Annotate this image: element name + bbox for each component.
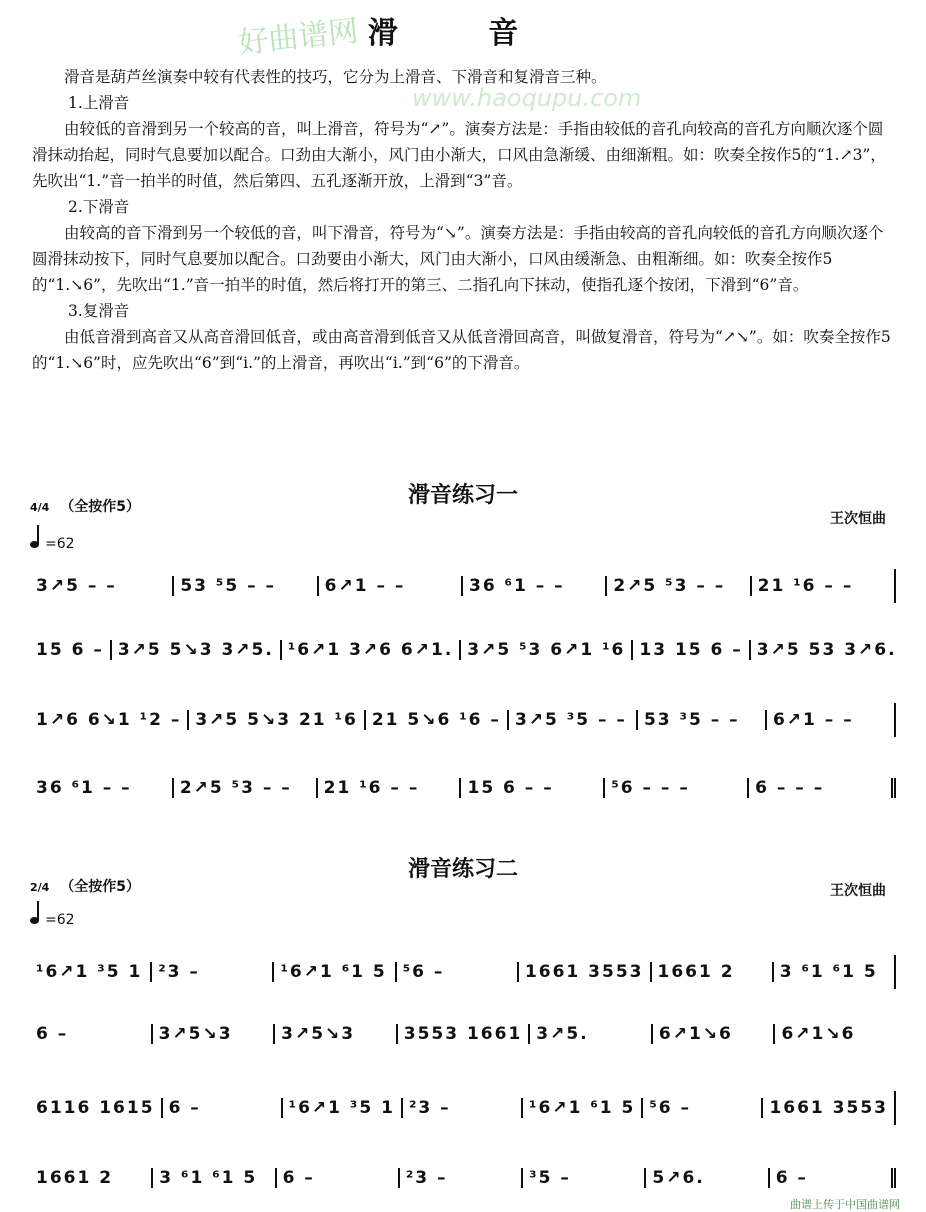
measure: ¹6↗1 ³5 1 [36, 962, 143, 982]
exercise1-meter-key [30, 496, 140, 516]
exercise2-tempo: =62 [30, 912, 75, 928]
section-heading-upslide: 1.上滑音 [68, 94, 130, 112]
measure: 21 ¹6 – – [750, 576, 894, 596]
measure: ⁵6 – [641, 1098, 761, 1118]
measure: ²3 – [150, 962, 272, 982]
measure: 3↗5 ⁵3 6↗1 ¹6 [459, 640, 631, 660]
measure: 15 6 – [36, 640, 104, 660]
measure: ⁵6 – – – [603, 778, 747, 798]
downslide-paragraph: 由较高的音下滑到另一个较低的音，叫下滑音，符号为“↘”。演奏方法是：手指由较高的音孔向较低的音孔方向顺次逐个圆滑抹动按下，同时气息要加以配合。口劲要由小渐大，风门由大渐小，口风由缓渐急、由粗渐细。如：吹奏全按作5的“1.↘6”，先吹出“1.”音一拍半的时值，然后将打开的第三、二指孔向下抹动，使指孔逐个按闭，下滑到“6”音。 [32, 224, 884, 294]
measure: ²3 – [401, 1098, 521, 1118]
measure: 6↗1↘6 [651, 1024, 774, 1044]
measure: ¹6↗1 ³5 1 [281, 1098, 401, 1118]
exercise2-meter-key [30, 876, 140, 896]
exercise2-composer: 王次恒曲 [830, 883, 886, 899]
measure: 3↗5 5↘3 3↗5. [110, 640, 280, 660]
exercise1-line-2 [30, 630, 896, 670]
watermark-logo: 好曲谱网 [236, 13, 360, 62]
measure: 1661 3553 [761, 1098, 894, 1118]
measure: 21 ¹6 – – [316, 778, 460, 798]
exercise1-line-1 [30, 566, 896, 606]
section-heading-downslide: 2.下滑音 [68, 198, 130, 216]
key-note: （全按作5） [60, 499, 140, 515]
time-signature: 2/4 [30, 880, 50, 894]
exercise2-line-4 [30, 1158, 896, 1198]
measure: 13 15 6 – [631, 640, 748, 660]
barline [894, 703, 896, 737]
measure: 1661 3553 [517, 962, 650, 982]
measure: 3 ⁶1 ⁶1 5 [772, 962, 894, 982]
measure: 3↗5↘3 [151, 1024, 274, 1044]
barline [894, 569, 896, 603]
measure: 6 – [275, 1168, 398, 1188]
section-heading-compound-slide: 3.复滑音 [68, 302, 130, 320]
exercise1-composer: 王次恒曲 [830, 511, 886, 527]
measure: 3553 1661 [396, 1024, 529, 1044]
measure-final: 6 – – – [747, 778, 896, 798]
exercise2-line-1 [30, 952, 896, 992]
measure: ⁵6 – [395, 962, 517, 982]
measure: 15 6 – – [459, 778, 603, 798]
exercise1-tempo: =62 [30, 536, 75, 552]
exercise1-title: 滑音练习一 [407, 483, 518, 508]
measure: 1661 2 [36, 1168, 114, 1188]
measure: 3↗5. [528, 1024, 651, 1044]
measure: ¹6↗1 ⁶1 5 [521, 1098, 641, 1118]
measure: 3 ⁶1 ⁶1 5 [151, 1168, 274, 1188]
exercise1-line-3 [30, 700, 896, 740]
compound-slide-paragraph: 由低音滑到高音又从高音滑回低音，或由高音滑到低音又从低音滑回高音，叫做复滑音，符号为“↗↘”。如：吹奏全按作5的“1.↘6”时，应先吹出“6”到“i.”的上滑音，再吹出“i.”到“6”的下滑音。 [32, 328, 891, 372]
key-note: （全按作5） [60, 879, 140, 895]
measure: 6 – [36, 1024, 69, 1044]
measure: ¹6↗1 ⁶1 5 [272, 962, 394, 982]
measure: 3↗5 – – [36, 576, 117, 596]
upslide-paragraph: 由较低的音滑到另一个较高的音，叫上滑音，符号为“↗”。演奏方法是：手指由较低的音孔向较高的音孔方向顺次逐个圆滑抹动抬起，同时气息要加以配合。口劲由大渐小，风门由小渐大，口风由急渐缓、由细渐粗。如：吹奏全按作5的“1.↗3”，先吹出“1.”音一拍半的时值，然后第四、五孔逐渐开放，上滑到“3”音。 [32, 120, 886, 190]
measure: 21 5↘6 ¹6 – [364, 710, 507, 730]
measure: 36 ⁶1 – – [461, 576, 605, 596]
measure: 2↗5 ⁵3 – – [172, 778, 316, 798]
measure: 53 ³5 – – [636, 710, 765, 730]
exercise2-title: 滑音练习二 [407, 857, 518, 882]
watermark-footer: 曲谱上传于中国曲谱网 [790, 1198, 900, 1211]
measure: 36 ⁶1 – – [36, 778, 132, 798]
measure: 6↗1 – – [765, 710, 894, 730]
page-title: 滑 音 [367, 16, 559, 51]
measure: 6 – [161, 1098, 281, 1118]
quarter-note-icon [30, 917, 39, 924]
measure: ²3 – [398, 1168, 521, 1188]
measure: 6↗1 – – [317, 576, 461, 596]
measure: 2↗5 ⁵3 – – [605, 576, 749, 596]
intro-text [32, 64, 898, 376]
measure: 6↗1↘6 [773, 1024, 896, 1044]
exercise1-line-4 [30, 768, 896, 808]
measure: 3↗5↘3 [273, 1024, 396, 1044]
measure: ³5 – [521, 1168, 644, 1188]
watermark-url: www.haoqupu.com [412, 84, 642, 112]
barline [894, 955, 896, 989]
measure: 3↗5 5↘3 21 ¹6 [187, 710, 364, 730]
time-signature: 4/4 [30, 500, 50, 514]
measure: 1↗6 6↘1 ¹2 – [36, 710, 182, 730]
measure: 6116 1615 [36, 1098, 155, 1118]
measure: 53 ⁵5 – – [172, 576, 316, 596]
exercise2-line-3 [30, 1088, 896, 1128]
measure: 1661 2 [650, 962, 772, 982]
quarter-note-icon [30, 541, 39, 548]
measure: 5↗6. [644, 1168, 767, 1188]
barline [894, 1091, 896, 1125]
measure: 3↗5 ³5 – – [507, 710, 636, 730]
measure: ¹6↗1 3↗6 6↗1. [280, 640, 459, 660]
measure: 3↗5 53 3↗6. [749, 640, 903, 660]
measure-final: 6 – [768, 1168, 896, 1188]
intro-paragraph: 滑音是葫芦丝演奏中较有代表性的技巧，它分为上滑音、下滑音和复滑音三种。 [64, 68, 607, 86]
exercise2-line-2 [30, 1014, 896, 1054]
